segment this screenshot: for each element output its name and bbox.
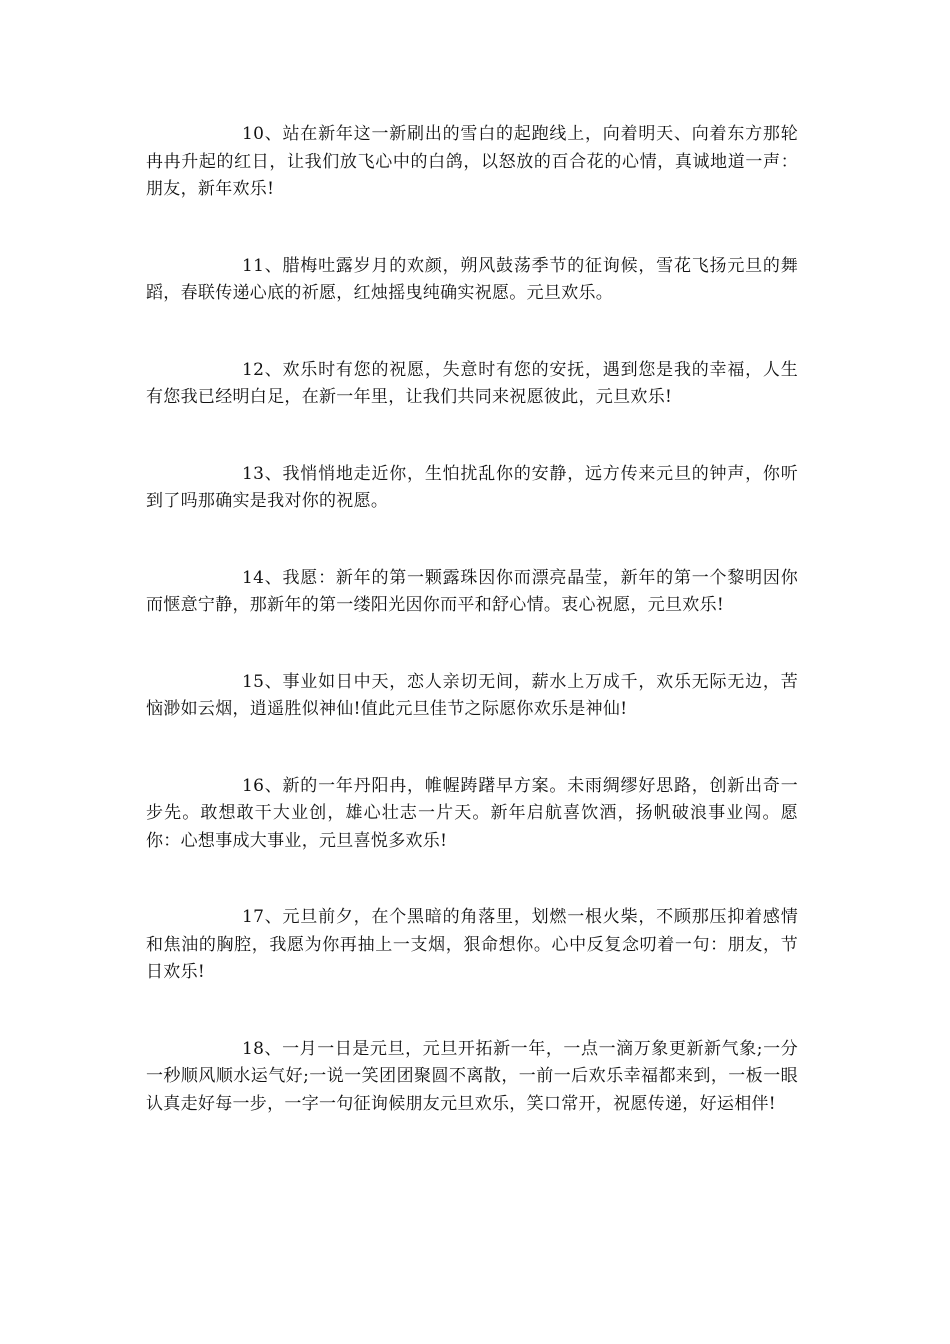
paragraph-12: 12、欢乐时有您的祝愿，失意时有您的安抚，遇到您是我的幸福，人生有您我已经明白足，在新一年里，让我们共同来祝愿彼此，元旦欢乐! bbox=[146, 359, 798, 407]
document-body bbox=[146, 121, 798, 1167]
paragraph-14: 14、我愿：新年的第一颗露珠因你而漂亮晶莹，新年的第一个黎明因你而惬意宁静，那新年的第一缕阳光因你而平和舒心情。衷心祝愿，元旦欢乐! bbox=[146, 567, 798, 615]
paragraph-11: 11、腊梅吐露岁月的欢颜，朔风鼓荡季节的征询候，雪花飞扬元旦的舞蹈，春联传递心底的祈愿，红烛摇曳纯确实祝愿。元旦欢乐。 bbox=[146, 255, 798, 303]
paragraph-13: 13、我悄悄地走近你，生怕扰乱你的安静，远方传来元旦的钟声，你听到了吗那确实是我对你的祝愿。 bbox=[146, 463, 798, 511]
paragraph-16: 16、新的一年丹阳冉，帷幄踌躇早方案。未雨绸缪好思路，创新出奇一步先。敢想敢干大业创，雄心壮志一片天。新年启航喜饮酒，扬帆破浪事业闯。愿你：心想事成大事业，元旦喜悦多欢乐! bbox=[146, 775, 798, 851]
paragraph-18: 18、一月一日是元旦，元旦开拓新一年，一点一滴万象更新新气象;一分一秒顺风顺水运气好;一说一笑团团聚圆不离散，一前一后欢乐幸福都来到，一板一眼认真走好每一步，一字一句征询候朋友元旦欢乐，笑口常开，祝愿传递，好运相伴! bbox=[146, 1038, 798, 1114]
paragraph-17: 17、元旦前夕，在个黑暗的角落里，划燃一根火柴，不顾那压抑着感情和焦油的胸腔，我愿为你再抽上一支烟，狠命想你。心中反复念叨着一句：朋友，节日欢乐! bbox=[146, 907, 798, 982]
paragraph-15: 15、事业如日中天，恋人亲切无间，薪水上万成千，欢乐无际无边，苦恼渺如云烟，逍遥胜似神仙!值此元旦佳节之际愿你欢乐是神仙! bbox=[146, 671, 798, 719]
paragraph-10: 10、站在新年这一新刷出的雪白的起跑线上，向着明天、向着东方那轮冉冉升起的红日，让我们放飞心中的白鸽，以怒放的百合花的心情，真诚地道一声：朋友，新年欢乐! bbox=[146, 124, 798, 199]
